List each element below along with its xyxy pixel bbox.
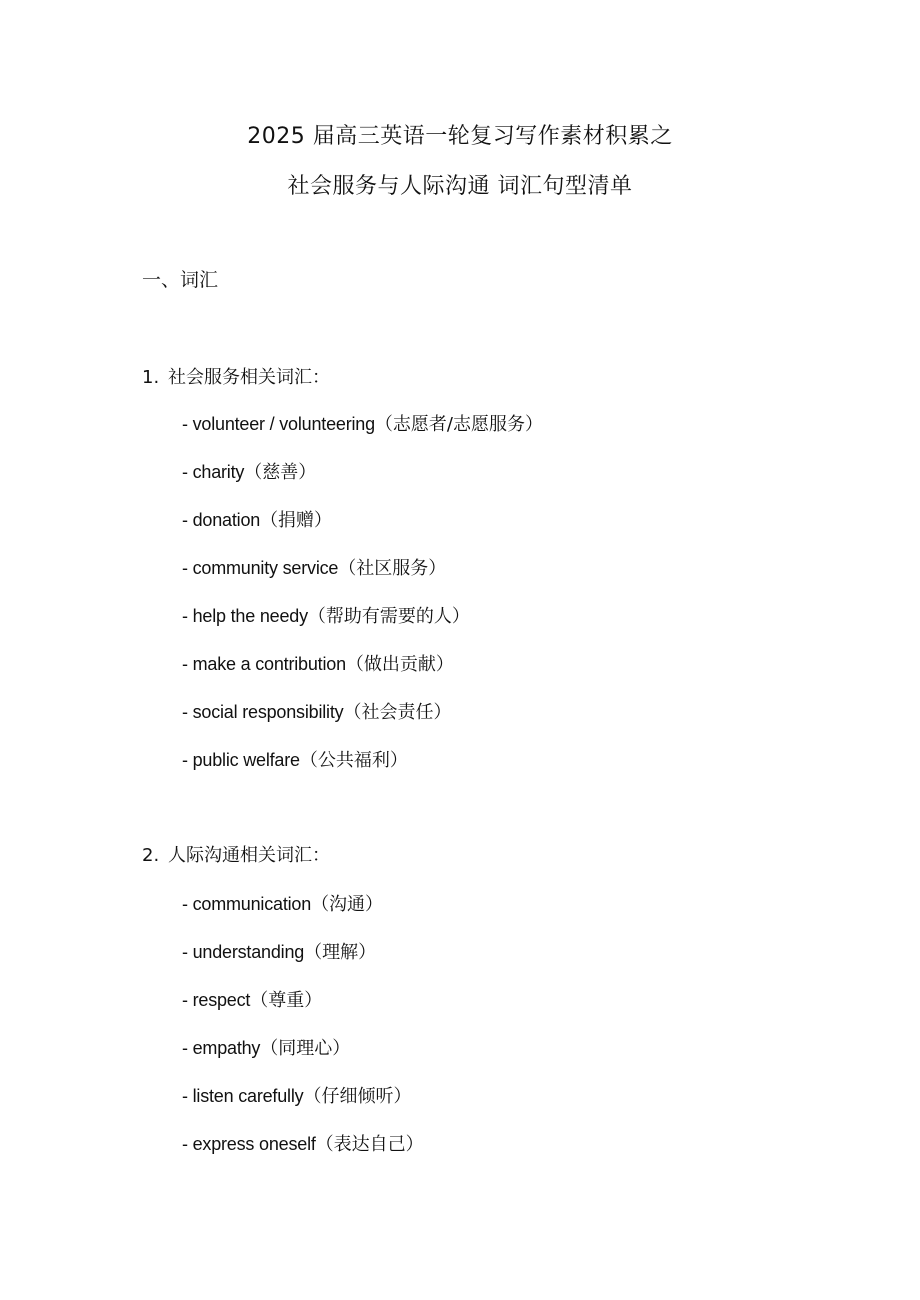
term-chinese: （做出贡献）	[345, 654, 454, 675]
term-english: - donation	[182, 510, 261, 530]
term-english: - express oneself	[182, 1134, 316, 1154]
list-item	[182, 890, 424, 938]
group-heading-interpersonal-communication	[142, 842, 330, 870]
term-english: - respect	[182, 990, 251, 1010]
term-english: - help the needy	[182, 606, 308, 626]
list-item	[182, 554, 543, 602]
vocabulary-list-social-service	[182, 410, 543, 794]
term-chinese: （社会责任）	[343, 702, 452, 723]
vocabulary-list-interpersonal-communication	[182, 890, 424, 1178]
term-english: - charity	[182, 462, 245, 482]
group-heading-social-service	[142, 364, 330, 392]
term-chinese: （同理心）	[260, 1038, 351, 1059]
term-chinese: （捐赠）	[260, 510, 333, 531]
term-chinese: （公共福利）	[299, 750, 408, 771]
list-item	[182, 650, 543, 698]
term-english: - understanding	[182, 942, 305, 962]
list-item	[182, 1082, 424, 1130]
term-chinese: （仔细倾听）	[303, 1086, 412, 1107]
term-chinese: （理解）	[304, 942, 377, 963]
list-item	[182, 602, 543, 650]
term-english: - volunteer / volunteering	[182, 414, 375, 434]
list-item	[182, 458, 543, 506]
term-chinese: （社区服务）	[338, 558, 447, 579]
term-chinese: （尊重）	[250, 990, 323, 1011]
term-english: - listen carefully	[182, 1086, 304, 1106]
list-item	[182, 938, 424, 986]
term-chinese: （志愿者/志愿服务）	[374, 414, 543, 435]
document-title-line-2: 社会服务与人际沟通 词汇句型清单	[287, 174, 633, 199]
term-english: - make a contribution	[182, 654, 346, 674]
term-chinese: （帮助有需要的人）	[307, 606, 470, 627]
group-heading-text: 社会服务相关词汇：	[168, 367, 330, 388]
document-title-line-1: 2025 届高三英语一轮复习写作素材积累之	[247, 124, 673, 149]
term-english: - empathy	[182, 1038, 261, 1058]
group-number: 1.	[142, 367, 160, 388]
section-heading-vocabulary: 一、词汇	[142, 269, 219, 291]
list-item	[182, 698, 543, 746]
term-english: - community service	[182, 558, 339, 578]
term-english: - social responsibility	[182, 702, 344, 722]
list-item	[182, 1130, 424, 1178]
list-item	[182, 506, 543, 554]
term-english: - public welfare	[182, 750, 300, 770]
list-item	[182, 746, 543, 794]
group-number: 2.	[142, 845, 160, 866]
term-chinese: （慈善）	[244, 462, 317, 483]
list-item	[182, 986, 424, 1034]
term-chinese: （沟通）	[311, 894, 384, 915]
list-item	[182, 1034, 424, 1082]
term-english: - communication	[182, 894, 312, 914]
group-heading-text: 人际沟通相关词汇：	[168, 845, 330, 866]
term-chinese: （表达自己）	[315, 1134, 424, 1155]
list-item	[182, 410, 543, 458]
